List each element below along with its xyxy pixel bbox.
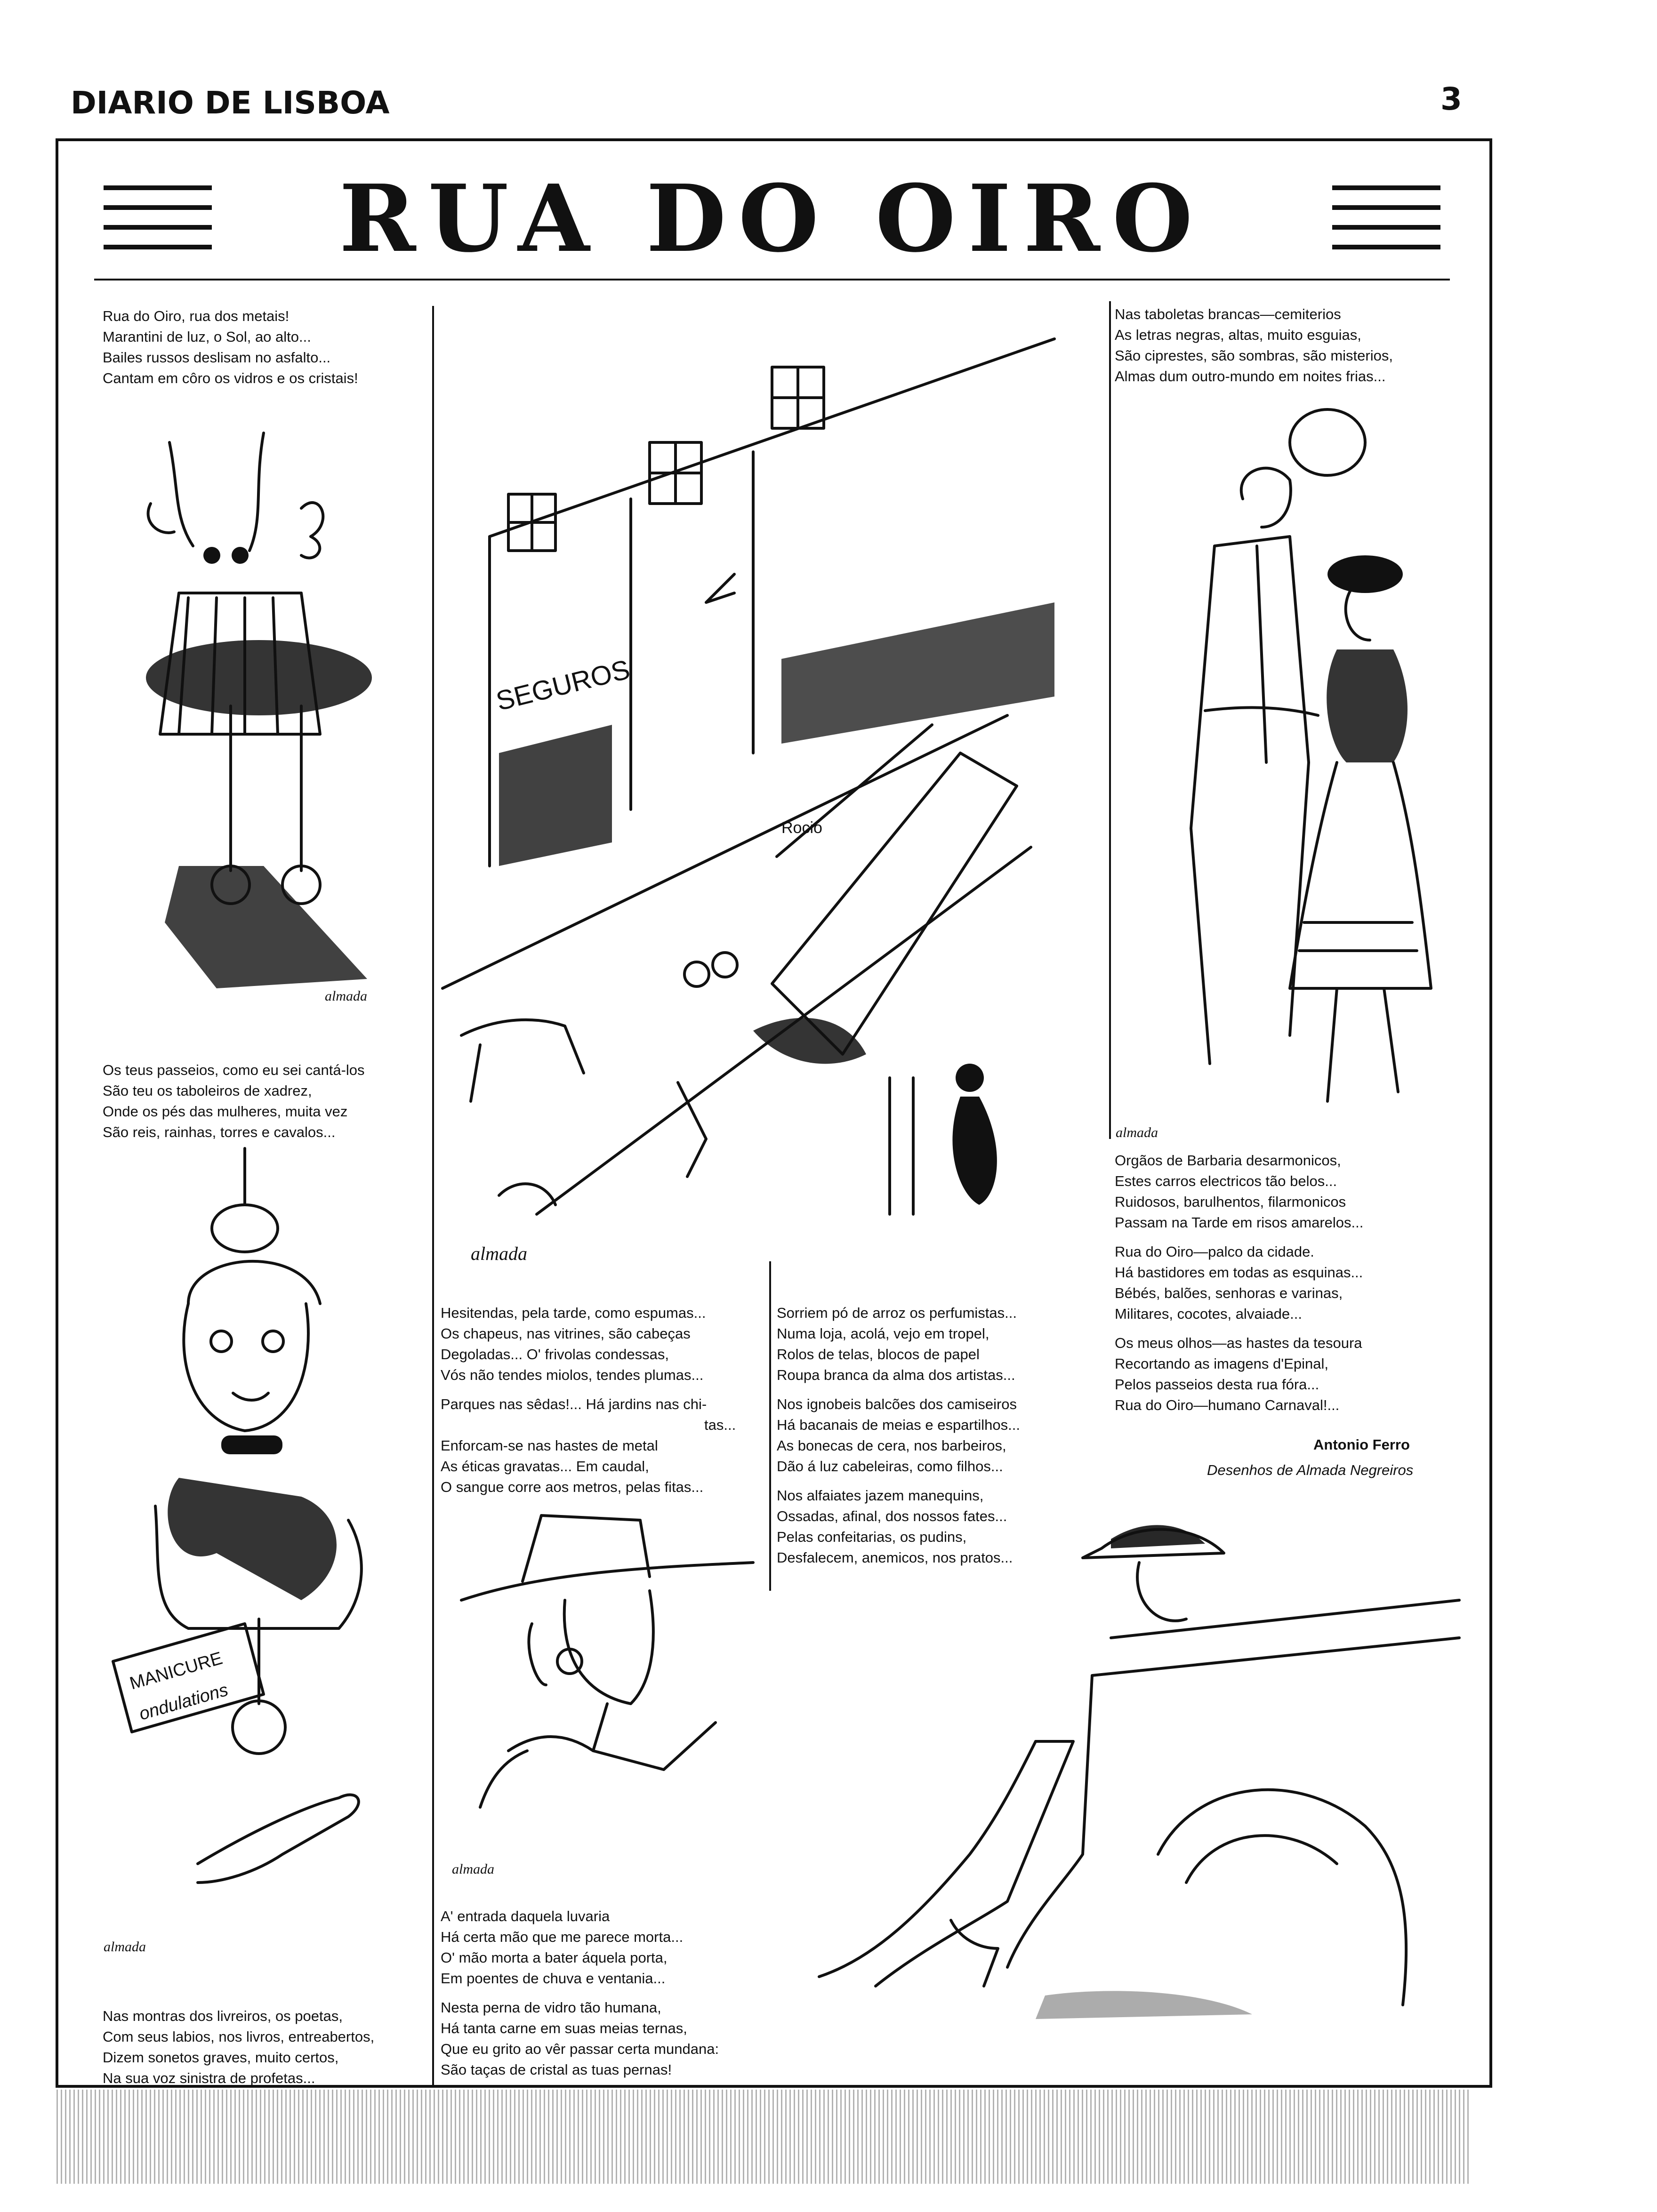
verse-line: Na sua voz sinistra de profetas...: [103, 2070, 315, 2086]
verse-line: Passam na Tarde em risos amarelos...: [1115, 1214, 1364, 1231]
verse-line: Com seus labios, nos livros, entreabertos,: [103, 2028, 375, 2045]
verse-line: Há certa mão que me parece morta...: [441, 1929, 684, 1945]
masthead-paper-name: DIARIO DE LISBOA: [71, 85, 390, 121]
stanza: [777, 1303, 1020, 1386]
verse-line: São teu os taboleiros de xadrez,: [103, 1082, 312, 1099]
poem-column-4: [1115, 1150, 1363, 1424]
poem-stanza-col1-top: [103, 306, 358, 389]
verse-line: Rua do Oiro—humano Carnaval!...: [1115, 1397, 1340, 1413]
verse-line: Nos ignobeis balcões dos camiseiros: [777, 1396, 1017, 1412]
poem-column-4-top: [1115, 304, 1393, 387]
verse-line: Onde os pés das mulheres, muita vez: [103, 1103, 348, 1120]
verse-line: Ruidosos, barulhentos, filarmonicos: [1115, 1194, 1346, 1210]
column-divider-1: [432, 306, 434, 2085]
millinery-illustration: [122, 414, 395, 1026]
poem-stanza-col1-mid: [103, 1060, 365, 1143]
verse-line: Estes carros electricos tão belos...: [1115, 1173, 1337, 1189]
artist-signature: almada: [471, 1243, 527, 1264]
verse-line: Rolos de telas, blocos de papel: [777, 1346, 980, 1362]
verse-line: Dizem sonetos graves, muito certos,: [103, 2049, 339, 2066]
illustrator-credit: Desenhos de Almada Negreiros: [1207, 1462, 1414, 1478]
manicure-sign-text: MANICURE: [127, 1648, 225, 1694]
author-credit: Antonio Ferro: [1313, 1436, 1410, 1453]
stanza: [1115, 1150, 1363, 1233]
verse-line: Vós não tendes miolos, tendes plumas...: [441, 1367, 704, 1383]
verse-line: Os meus olhos—as hastes da tesoura: [1115, 1335, 1362, 1351]
artist-signature: almada: [452, 1861, 494, 1877]
couple-illustration: [1149, 405, 1469, 1111]
verse-line: A' entrada daquela luvaria: [441, 1908, 610, 1924]
page-title: RUA DO OIRO: [339, 165, 1205, 273]
verse-line: As letras negras, altas, muito esguias,: [1115, 327, 1361, 343]
verse-line: Em poentes de chuva e ventania...: [441, 1970, 666, 1987]
poem-column-2: [441, 1303, 736, 1506]
verse-line: As bonecas de cera, nos barbeiros,: [777, 1437, 1006, 1454]
artist-signature: almada: [104, 1939, 146, 1955]
column-divider-3: [1109, 301, 1111, 1139]
verse-line: Nos alfaiates jazem manequins,: [777, 1487, 984, 1504]
verse-line: Que eu grito ao vêr passar certa mundana:: [441, 2041, 719, 2057]
verse-line: Roupa branca da alma dos artistas...: [777, 1367, 1015, 1383]
verse-line: Enforcam-se nas hastes de metal: [441, 1437, 658, 1454]
verse-line: São ciprestes, são sombras, são misterios,: [1115, 347, 1393, 364]
manicure-illustration: [104, 1148, 424, 1930]
artist-signature: almada: [325, 988, 367, 1004]
manicure-sign-subtext: ondulations: [137, 1680, 231, 1724]
stanza: [441, 1997, 719, 2080]
verse-line: Orgãos de Barbaria desarmonicos,: [1115, 1152, 1341, 1169]
verse-line: As éticas gravatas... Em caudal,: [441, 1458, 649, 1475]
verse-line: Pelas confeitarias, os pudins,: [777, 1529, 967, 1545]
insurance-shop-sign: SEGUROS: [493, 654, 633, 717]
verse-line: Parques nas sêdas!... Há jardins nas chi-: [441, 1396, 707, 1412]
verse-line: Os teus passeios, como eu sei cantá-los: [103, 1062, 365, 1078]
stanza: [1115, 1242, 1363, 1324]
verse-line: O' mão morta a bater áquela porta,: [441, 1949, 668, 1966]
verse-line: Desfalecem, anemicos, nos pratos...: [777, 1549, 1013, 1566]
verse-line: Dão á luz cabeleiras, como filhos...: [777, 1458, 1003, 1475]
street-scene-illustration: [442, 301, 1102, 1242]
verse-line: Militares, cocotes, alvaiade...: [1115, 1306, 1303, 1322]
stanza: [441, 1906, 719, 1989]
verse-line: Rua do Oiro, rua dos metais!: [103, 308, 290, 324]
verse-line: Cantam em côro os vidros e os cristais!: [103, 370, 358, 386]
tram-destination-sign: Rocio: [781, 819, 822, 837]
print-wear-smudge: [56, 2090, 1469, 2184]
stanza: [777, 1394, 1020, 1477]
motorcar-lady-illustration: [781, 1497, 1469, 2061]
verse-line: Almas dum outro-mundo em noites frias...: [1115, 368, 1386, 385]
column-divider-2: [769, 1261, 771, 1591]
verse-line: Os chapeus, nas vitrines, são cabeças: [441, 1325, 691, 1342]
verse-line: tas...: [704, 1417, 736, 1433]
artist-signature: almada: [1116, 1125, 1158, 1140]
verse-line: Bébés, balões, senhoras e varinas,: [1115, 1285, 1343, 1301]
hatted-man-illustration: [452, 1506, 763, 1807]
verse-line: Numa loja, acolá, vejo em tropel,: [777, 1325, 989, 1342]
verse-line: Nesta perna de vidro tão humana,: [441, 1999, 661, 2016]
verse-line: O sangue corre aos metros, pelas fitas...: [441, 1479, 704, 1495]
verse-line: São taças de cristal as tuas pernas!: [441, 2061, 672, 2078]
verse-line: Degoladas... O' frivolas condessas,: [441, 1346, 669, 1362]
verse-line: Rua do Oiro—palco da cidade.: [1115, 1243, 1314, 1260]
stanza: [1115, 1333, 1363, 1416]
verse-line: Ossadas, afinal, dos nossos fates...: [777, 1508, 1007, 1524]
verse-line: São reis, rainhas, torres e cavalos...: [103, 1124, 336, 1140]
verse-line: Há bacanais de meias e espartilhos...: [777, 1417, 1020, 1433]
verse-line: Marantini de luz, o Sol, ao alto...: [103, 329, 311, 345]
poem-stanza-col1-bottom: [103, 2006, 374, 2089]
verse-line: Bailes russos deslisam no asfalto...: [103, 349, 331, 366]
title-banner: [75, 165, 1469, 278]
verse-line: Recortando as imagens d'Epinal,: [1115, 1355, 1328, 1372]
verse-line: Hesitendas, pela tarde, como espumas...: [441, 1305, 706, 1321]
poem-column-2-lower: [441, 1906, 719, 2089]
verse-line: Nas taboletas brancas—cemiterios: [1115, 306, 1341, 322]
page-number: 3: [1440, 81, 1462, 117]
title-ornament-right: [1332, 185, 1440, 256]
verse-line: Nas montras dos livreiros, os poetas,: [103, 2008, 343, 2024]
stanza: [441, 1394, 736, 1498]
title-underline: [94, 279, 1450, 281]
verse-line: Sorriem pó de arroz os perfumistas...: [777, 1305, 1017, 1321]
verse-line: Pelos passeios desta rua fóra...: [1115, 1376, 1319, 1393]
stanza: [441, 1303, 736, 1386]
verse-line: Há tanta carne em suas meias ternas,: [441, 2020, 687, 2036]
verse-line: Há bastidores em todas as esquinas...: [1115, 1264, 1363, 1281]
